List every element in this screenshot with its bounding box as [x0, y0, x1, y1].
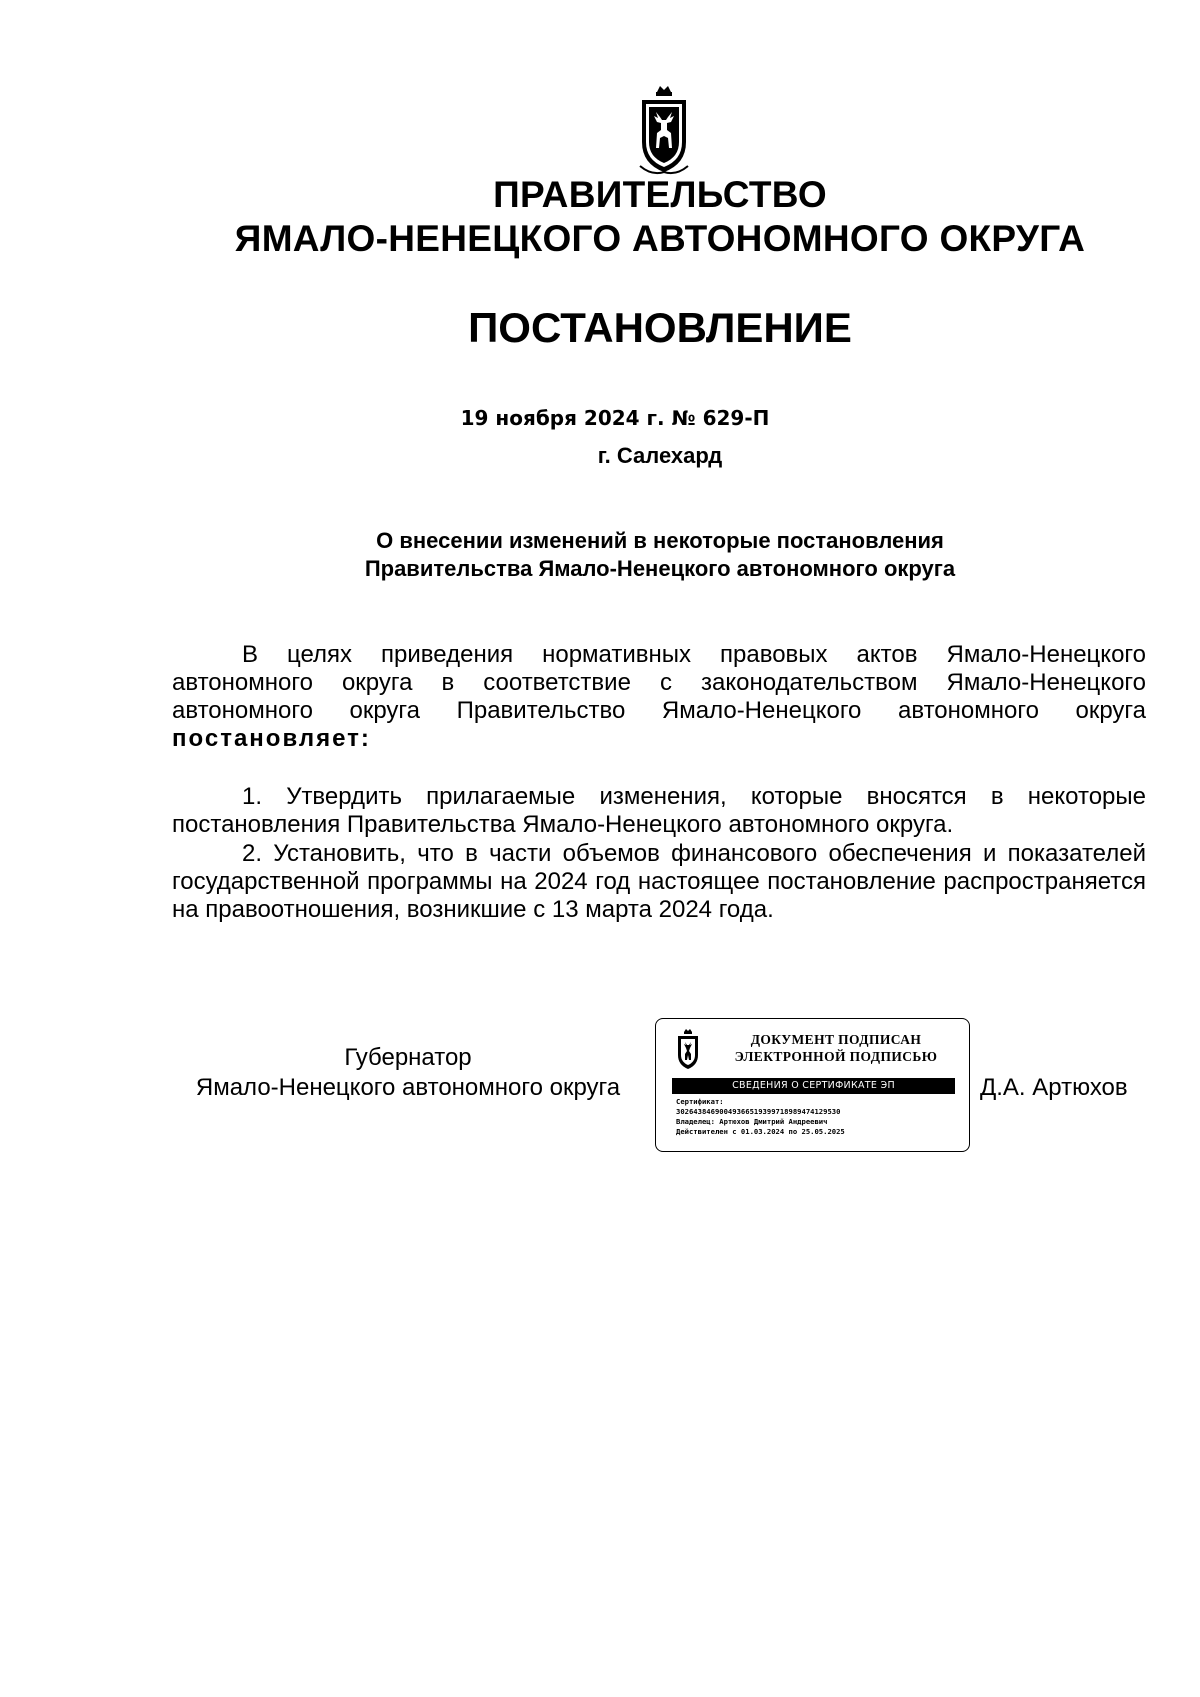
coat-of-arms-icon	[638, 86, 690, 176]
signatory-position-line1: Губернатор	[344, 1044, 472, 1071]
stamp-certificate-label: Сертификат:	[676, 1097, 724, 1106]
organization-title-line2: ЯМАЛО-НЕНЕЦКОГО АВТОНОМНОГО ОКРУГА	[234, 218, 1086, 259]
organization-title-line1: ПРАВИТЕЛЬСТВО	[493, 174, 827, 215]
preamble-paragraph	[172, 641, 1146, 753]
electronic-signature-stamp	[655, 1018, 970, 1152]
preamble-text: В целях приведения нормативных правовых актов Ямало-Ненецкого автономного округа в соответствие с законодательством Ямало-Ненецкого автономного округа Правительство Ямало-Ненецкого автономного округа	[172, 641, 1146, 724]
stamp-certificate-number: 30264384690049366519399718989474129530	[676, 1107, 841, 1116]
document-city: г. Салехард	[597, 443, 723, 468]
subject-line1: О внесении изменений в некоторые постановления	[376, 528, 944, 553]
signer-name: Д.А. Артюхов	[980, 1074, 1128, 1101]
document-date-number: 19 ноября 2024 г. № 629-П	[460, 406, 770, 430]
signatory-position-line2: Ямало-Ненецкого автономного округа	[195, 1074, 621, 1101]
preamble-keyword: постановляет:	[172, 725, 371, 752]
subject-line2: Правительства Ямало-Ненецкого автономного округа	[364, 556, 956, 581]
stamp-validity: Действителен с 01.03.2024 по 25.05.2025	[676, 1127, 845, 1136]
stamp-certificate-bar: СВЕДЕНИЯ О СЕРТИФИКАТЕ ЭП	[672, 1078, 955, 1094]
resolution-item-2: 2. Установить, что в части объемов финансового обеспечения и показателей государственной программы на 2024 год настоящее постановление распространяется на правоотношения, возникшие с 13 марта 2024 года.	[172, 840, 1146, 923]
stamp-owner: Владелец: Артюхов Дмитрий Андреевич	[676, 1117, 828, 1126]
stamp-title-line2: ЭЛЕКТРОННОЙ ПОДПИСЬЮ	[734, 1049, 938, 1064]
resolution-item-1: 1. Утвердить прилагаемые изменения, которые вносятся в некоторые постановления Правительства Ямало-Ненецкого автономного округа.	[172, 783, 1146, 838]
signatory-position	[172, 1043, 644, 1103]
document-type: ПОСТАНОВЛЕНИЕ	[468, 304, 852, 351]
stamp-coat-of-arms-icon	[676, 1029, 700, 1071]
stamp-title-line1: ДОКУМЕНТ ПОДПИСАН	[750, 1032, 922, 1047]
